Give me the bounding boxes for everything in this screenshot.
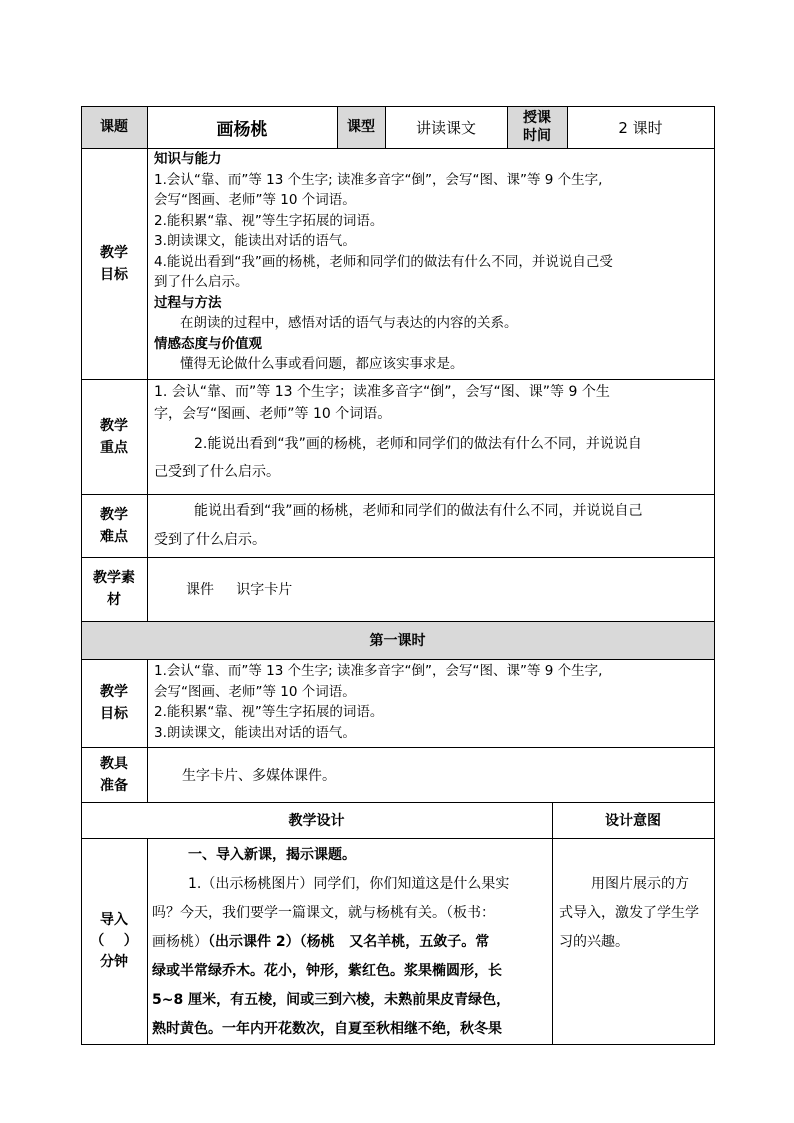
materials-content: 课件 识字卡片 [186,582,293,598]
difficulties-label: 教学 难点 [100,506,128,545]
topic-label: 课题 [100,119,128,135]
lesson-title: 第一课时 [369,633,426,649]
intro-intent: 用图片展示的方 式导入，激发了学生学 习的兴趣。 [559,876,699,950]
lesson-goals-label: 教学 目标 [100,684,128,722]
goals-heading-process: 过程与方法 [154,294,222,311]
intro-label: 导入 （ ） 分钟 [90,911,138,970]
intent-header: 设计意图 [605,813,661,829]
key-points-content: 1. 会认“靠、而”等 13 个生字；读准多音字“倒”，会写“图、课”等 9 个生 字，会写“图画、老师”等 10 个词语。 2.能说出看到“我”画的杨桃，老师和同学们的做法有什么不同，并说说自 己受到了什么启示。 [154,384,642,480]
topic-value: 画杨桃 [216,119,268,140]
goals-content: 知识与能力 1.会认“靠、而”等 13 个生字; 读准多音字“倒”，会写“图、课”等 9 个生字, 会写“图画、老师”等 10 个词语。 2.能积累“靠、视”等生字拓展的词语。 3.朗读课文，能读出对话的语气。 4.能说出看到“我”画的杨桃，老师和同学们的做法有什么不同，并说说自己受 到了什么启示。 过程与方法 在朗读的过程中，感悟对话的语气与表达的内容的关系。 情感态度与价值观 懂得无论做什么事或看问题，都应该实事求是。 [148,149,714,379]
design-header: 教学设计 [288,813,345,829]
prep-label: 教具 准备 [100,755,128,794]
lesson-goals-content: 1.会认“靠、而”等 13 个生字; 读准多音字“倒”，会写“图、课”等 9 个生字, 会写“图画、老师”等 10 个词语。 2.能积累“靠、视”等生字拓展的词语。 3.朗读课文，能读出对话的语气。 [154,663,603,741]
goals-heading-knowledge: 知识与能力 [154,151,222,167]
time-label: 授课 时间 [523,110,551,144]
goals-label: 教学 目标 [100,244,128,283]
key-points-label: 教学 重点 [100,417,128,456]
intro-heading: 一、导入新课，揭示课题。 [188,847,356,863]
intro-content: 一、导入新课，揭示课题。 1.（出示杨桃图片）同学们，你们知道这是什么果实 吗？今天，我们要学一篇课文，就与杨桃有关。（板书： 画杨桃）（出示课件 2）（杨桃 又名羊桃，五敛子。常 绿或半常绿乔木。花小，钟形，紫红色。浆果椭圆形，长 5~8 厘米，有五棱，间或三到六棱，未熟前果皮青绿色， 熟时黄色。一年内开花数次，自夏至秋相继不绝，秋冬果 [148,841,552,1044]
type-value: 讲读课文 [415,118,476,137]
type-label: 课型 [347,119,375,135]
time-value: 2 课时 [618,118,663,137]
lesson-plan-table [81,106,714,1044]
materials-label: 教学素 材 [93,570,135,608]
prep-content: 生字卡片、多媒体课件。 [182,767,336,784]
goals-heading-attitude: 情感态度与价值观 [154,335,262,352]
difficulties-content: 能说出看到“我”画的杨桃，老师和同学们的做法有什么不同，并说说自己 受到了什么启示。 [154,503,643,548]
